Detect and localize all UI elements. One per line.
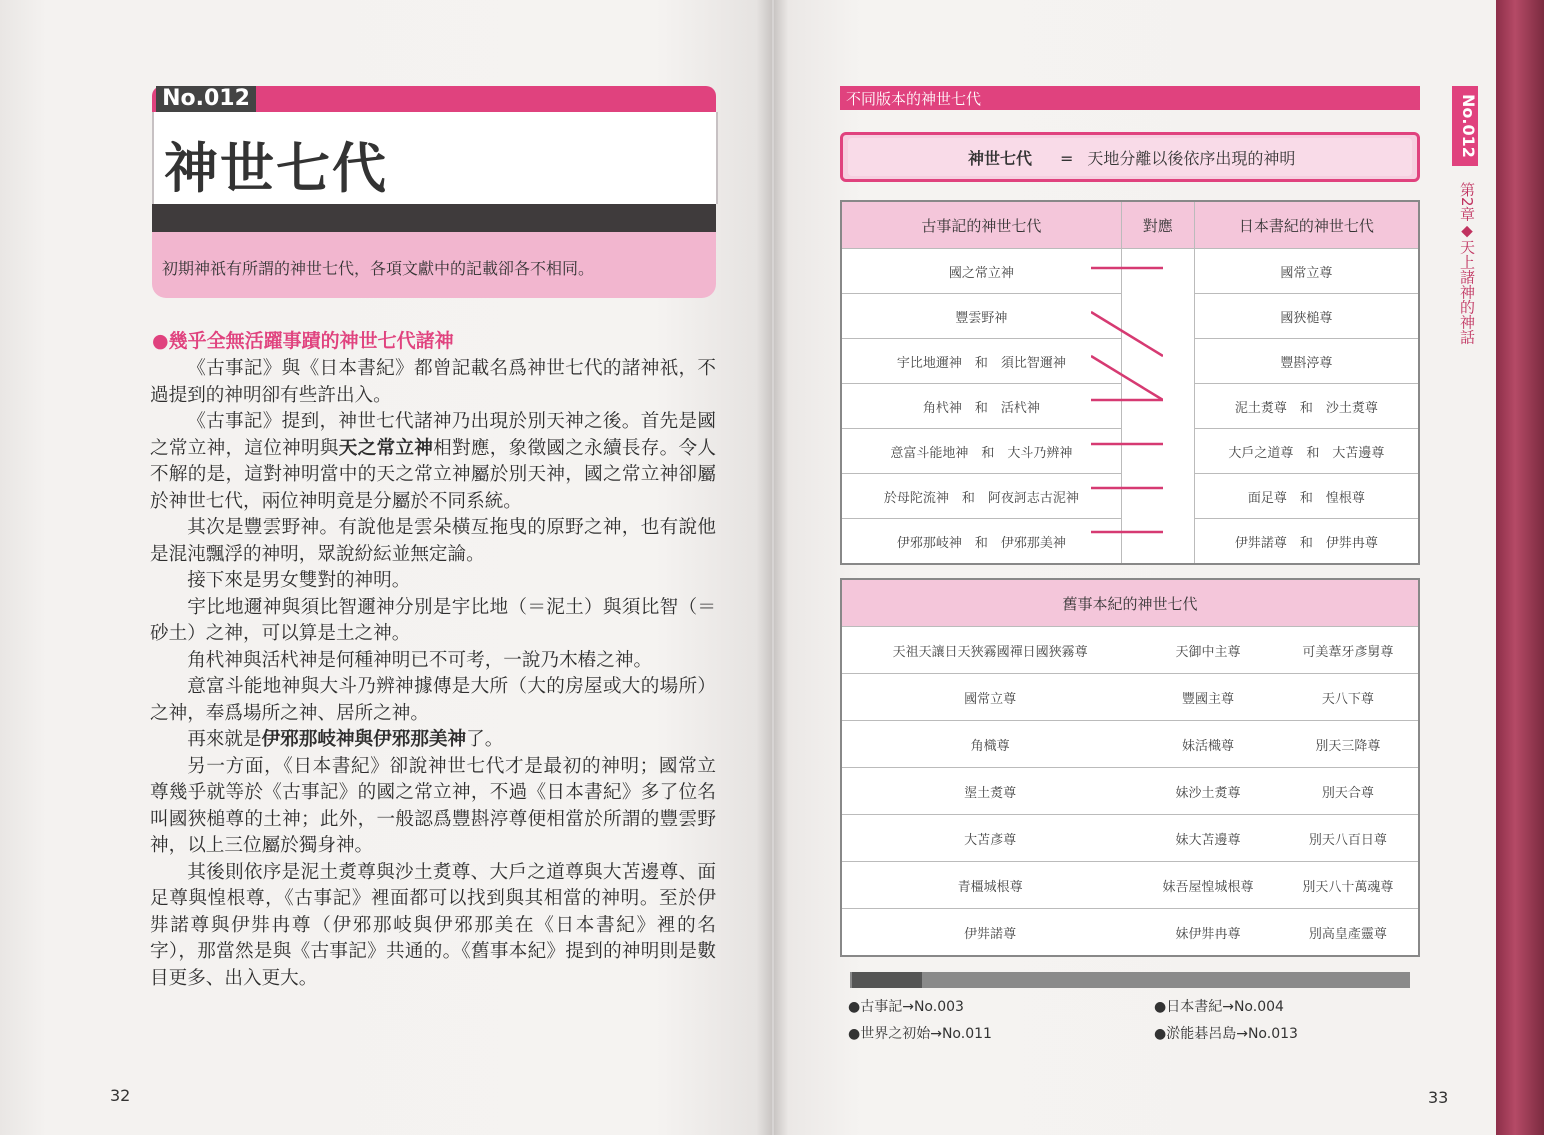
kuji-cell: 國常立尊 bbox=[841, 674, 1138, 721]
header-correspond: 對應 bbox=[1121, 201, 1194, 249]
kuji-cell: 別天八百日尊 bbox=[1278, 815, 1419, 862]
table-row bbox=[841, 294, 1419, 339]
table-row bbox=[841, 249, 1419, 294]
page-edge bbox=[1496, 0, 1544, 1135]
related-link[interactable]: ●淤能碁呂島→No.013 bbox=[1154, 1026, 1298, 1042]
kuji-cell: 天祖天讓日天狹霧國禪日國狹霧尊 bbox=[841, 627, 1138, 674]
page-title: 神世七代 bbox=[164, 137, 388, 200]
correspond-cell bbox=[1121, 429, 1194, 474]
shoki-cell: 面足尊 和 惶根尊 bbox=[1194, 474, 1419, 519]
paragraph: 《古事記》與《日本書紀》都曾記載名爲神世七代的諸神祇，不過提到的神明卻有些許出入。 bbox=[150, 358, 716, 406]
side-number: No.012 bbox=[1459, 94, 1478, 158]
paragraph: 角杙神與活杙神是何種神明已不可考，一說乃木樁之神。 bbox=[187, 649, 653, 671]
shoki-cell: 豐斟渟尊 bbox=[1194, 339, 1419, 384]
kuji-cell: 伊弉諾尊 bbox=[841, 909, 1138, 957]
kuji-cell: 妹活樴尊 bbox=[1138, 721, 1278, 768]
kojiki-cell: 豐雲野神 bbox=[841, 294, 1121, 339]
title-divider bbox=[152, 204, 716, 232]
kuji-cell: 大苫彥尊 bbox=[841, 815, 1138, 862]
definition bbox=[968, 146, 1295, 169]
table-row bbox=[841, 815, 1419, 862]
related-link[interactable]: ●日本書紀→No.004 bbox=[1154, 999, 1284, 1015]
paragraph: 宇比地邇神與須比智邇神分別是宇比地（＝泥土）與須比智（＝砂土）之神，可以算是土之神。 bbox=[150, 596, 716, 644]
header-kojiki: 古事記的神世七代 bbox=[841, 201, 1121, 249]
paragraph: 意富斗能地神與大斗乃辨神據傳是大所（大的房屋或大的場所）之神，奉爲場所之神、居所之神。 bbox=[150, 676, 716, 724]
definition-text: 天地分離以後依序出現的神明 bbox=[1087, 149, 1296, 168]
paragraph: 接下來是男女雙對的神明。 bbox=[187, 570, 411, 591]
kuji-cell: 青橿城根尊 bbox=[841, 862, 1138, 909]
shoki-cell: 國常立尊 bbox=[1194, 249, 1419, 294]
kuji-cell: 別天合尊 bbox=[1278, 768, 1419, 815]
table-row bbox=[841, 627, 1419, 674]
paragraph: 再來就是伊邪那岐神與伊邪那美神了。 bbox=[187, 729, 504, 750]
definition-eq: = bbox=[1060, 149, 1074, 168]
kojiki-cell: 國之常立神 bbox=[841, 249, 1121, 294]
kuji-cell: 別天三降尊 bbox=[1278, 721, 1419, 768]
kuji-cell: 妹大苫邊尊 bbox=[1138, 815, 1278, 862]
comparison-body bbox=[841, 249, 1419, 565]
table-row bbox=[841, 721, 1419, 768]
kuji-table bbox=[840, 578, 1420, 957]
kuji-cell: 別高皇產靈尊 bbox=[1278, 909, 1419, 957]
shoki-cell: 國狹槌尊 bbox=[1194, 294, 1419, 339]
section-heading: ●幾乎全無活躍事蹟的神世七代諸神 bbox=[152, 330, 454, 352]
page-number-left: 32 bbox=[110, 1086, 131, 1105]
correspond-cell bbox=[1121, 384, 1194, 429]
kojiki-cell: 伊邪那岐神 和 伊邪那美神 bbox=[841, 519, 1121, 565]
header-shoki: 日本書紀的神世七代 bbox=[1194, 201, 1419, 249]
side-chapter: 第2章◆天上諸神的神話 bbox=[1458, 182, 1476, 345]
definition-term: 神世七代 bbox=[968, 149, 1033, 168]
table-row bbox=[841, 429, 1419, 474]
kuji-cell: 豐國主尊 bbox=[1138, 674, 1278, 721]
related-header-bar bbox=[850, 972, 1410, 988]
correspond-cell bbox=[1121, 339, 1194, 384]
shoki-cell: 大戶之道尊 和 大苫邊尊 bbox=[1194, 429, 1419, 474]
correspond-cell bbox=[1121, 294, 1194, 339]
kuji-cell: 天八下尊 bbox=[1278, 674, 1419, 721]
table-row bbox=[841, 674, 1419, 721]
correspond-cell bbox=[1121, 249, 1194, 294]
chart-title: 不同版本的神世七代 bbox=[846, 90, 982, 108]
paragraph: 其後則依序是泥土煑尊與沙土煑尊、大戶之道尊與大苫邊尊、面足尊與惶根尊，《古事記》裡面都可以找到與其相當的神明。至於伊弉諾尊與伊弉冉尊（伊邪那岐與伊邪那美在《日本書紀》裡的名字），那當然是與《古事記》共通的。《舊事本紀》提到的神明則是數目更多、出入更大。 bbox=[150, 861, 716, 989]
kuji-cell: 埿土煑尊 bbox=[841, 768, 1138, 815]
paragraph: 《古事記》提到，神世七代諸神乃出現於別天神之後。首先是國之常立神，這位神明與天之常立神相對應，象徵國之永續長存。令人不解的是，這對神明當中的天之常立神屬於別天神，國之常立神卻屬於神世七代，兩位神明竟是分屬於不同系統。 bbox=[150, 411, 716, 512]
correspond-cell bbox=[1121, 474, 1194, 519]
kojiki-cell: 意富斗能地神 和 大斗乃辨神 bbox=[841, 429, 1121, 474]
table-row bbox=[841, 519, 1419, 565]
table-row bbox=[841, 339, 1419, 384]
header-kuji: 舊事本紀的神世七代 bbox=[841, 579, 1419, 627]
paragraph: 其次是豐雲野神。有說他是雲朵橫亙拖曳的原野之神，也有說他是混沌飄浮的神明，眾說紛紜並無定論。 bbox=[150, 517, 716, 565]
kuji-cell: 角樴尊 bbox=[841, 721, 1138, 768]
kojiki-cell: 角杙神 和 活杙神 bbox=[841, 384, 1121, 429]
shoki-cell: 伊弉諾尊 和 伊弉冉尊 bbox=[1194, 519, 1419, 565]
summary-text: 初期神祇有所謂的神世七代，各項文獻中的記載卻各不相同。 bbox=[162, 259, 595, 278]
kuji-body bbox=[841, 627, 1419, 957]
table-row bbox=[841, 384, 1419, 429]
kuji-cell: 天御中主尊 bbox=[1138, 627, 1278, 674]
table-row bbox=[841, 909, 1419, 957]
kuji-cell: 妹沙土煑尊 bbox=[1138, 768, 1278, 815]
shoki-cell: 泥土煑尊 和 沙土煑尊 bbox=[1194, 384, 1419, 429]
kojiki-cell: 於母陀流神 和 阿夜訶志古泥神 bbox=[841, 474, 1121, 519]
correspond-cell bbox=[1121, 519, 1194, 565]
table-row bbox=[841, 862, 1419, 909]
comparison-table bbox=[840, 200, 1420, 565]
related-link[interactable]: ●世界之初始→No.011 bbox=[848, 1026, 992, 1042]
related-header-label bbox=[852, 972, 922, 988]
kojiki-cell: 宇比地邇神 和 須比智邇神 bbox=[841, 339, 1121, 384]
table-row bbox=[841, 768, 1419, 815]
body-text bbox=[150, 356, 716, 992]
kuji-cell: 別天八十萬魂尊 bbox=[1278, 862, 1419, 909]
related-link[interactable]: ●古事記→No.003 bbox=[848, 999, 964, 1015]
page-number-right: 33 bbox=[1428, 1088, 1449, 1107]
kuji-cell: 妹吾屋惶城根尊 bbox=[1138, 862, 1278, 909]
kuji-cell: 可美葦牙彥舅尊 bbox=[1278, 627, 1419, 674]
paragraph: 另一方面，《日本書紀》卻說神世七代才是最初的神明；國常立尊幾乎就等於《古事記》的國之常立神，不過《日本書紀》多了位名叫國狹槌尊的土神；此外，一般認爲豐斟渟尊便相當於所謂的豐雲野神，以上三位屬於獨身神。 bbox=[150, 755, 716, 856]
kuji-cell: 妹伊弉冉尊 bbox=[1138, 909, 1278, 957]
entry-number: No.012 bbox=[156, 86, 256, 112]
table-row bbox=[841, 474, 1419, 519]
